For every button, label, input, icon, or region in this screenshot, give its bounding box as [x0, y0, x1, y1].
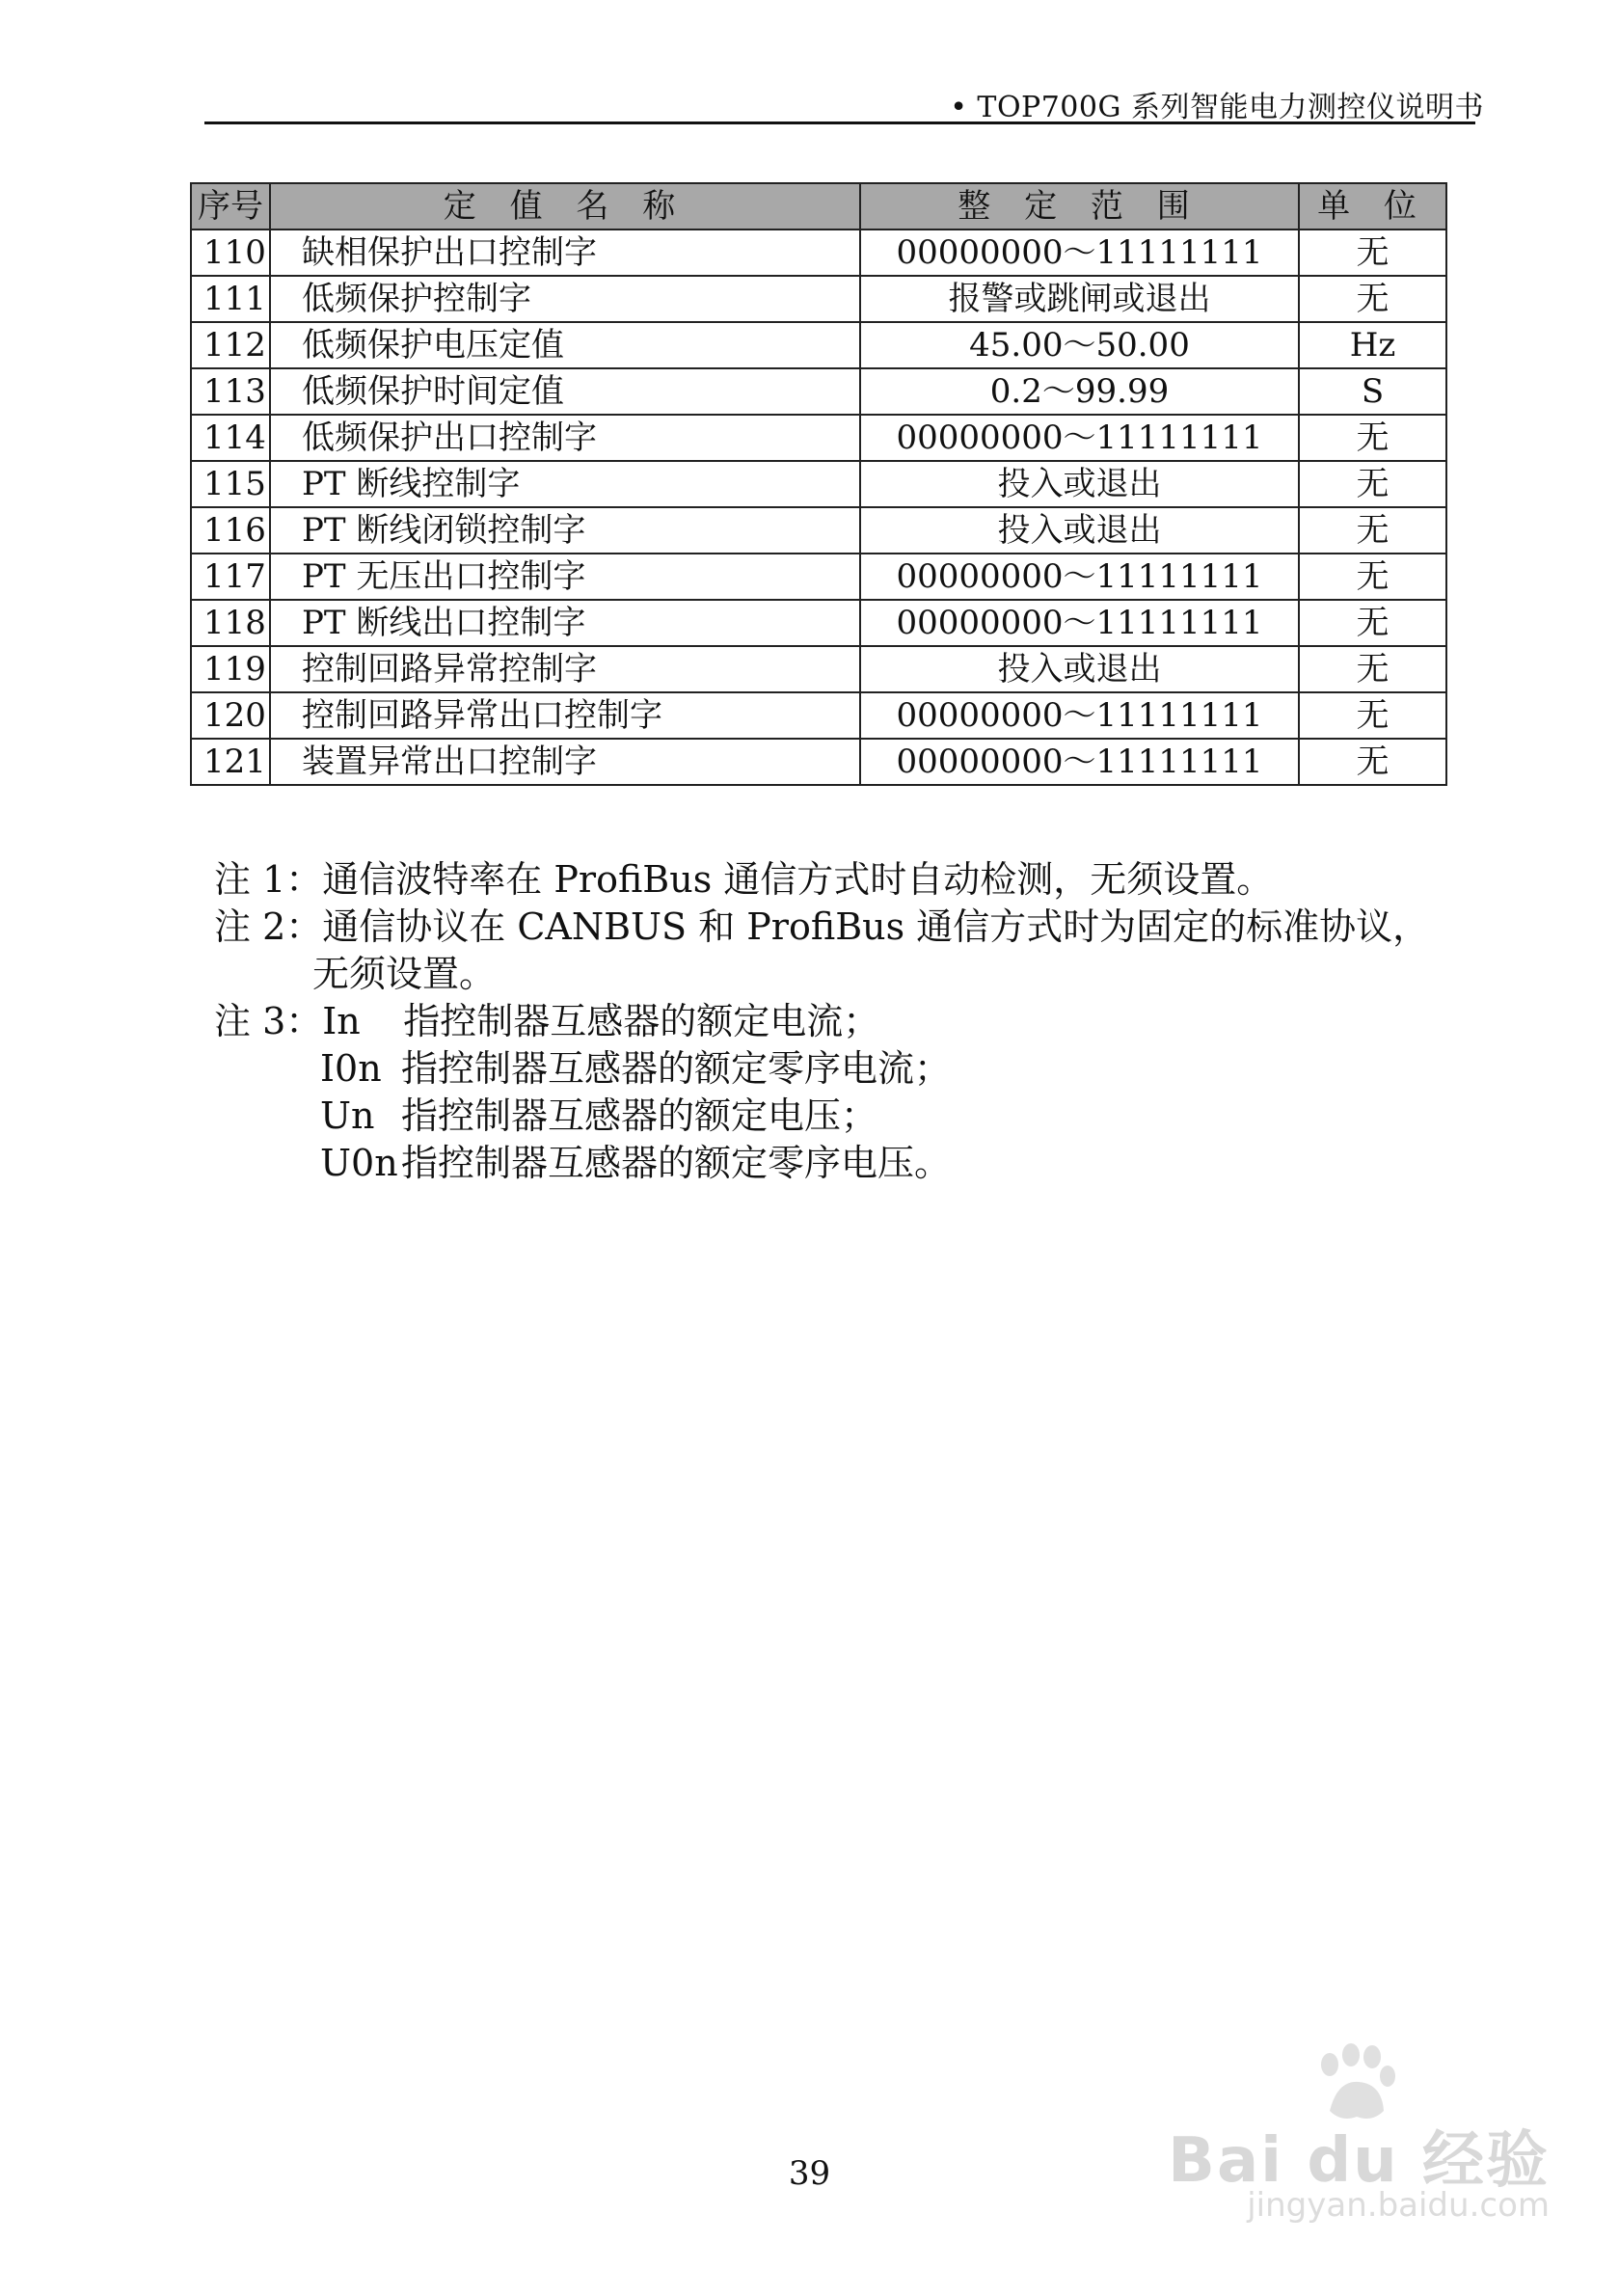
note-term-desc: 指控制器互感器的额定电压； — [401, 1094, 878, 1137]
cell-range: 45.00～50.00 — [860, 322, 1299, 368]
table-row — [191, 646, 1446, 692]
cell-name: 低频保护出口控制字 — [270, 415, 860, 461]
cell-no: 116 — [191, 507, 270, 554]
table-row — [191, 230, 1446, 276]
cell-range: 00000000～11111111 — [860, 554, 1299, 600]
cell-unit: 无 — [1299, 739, 1446, 785]
header-rule — [204, 122, 1475, 124]
cell-no: 118 — [191, 600, 270, 646]
cell-unit: 无 — [1299, 230, 1446, 276]
cell-unit: 无 — [1299, 646, 1446, 692]
cell-range: 投入或退出 — [860, 461, 1299, 507]
table-row — [191, 692, 1446, 739]
watermark-brand: Bai du 经验 — [1168, 2125, 1550, 2197]
table-row — [191, 600, 1446, 646]
cell-unit: 无 — [1299, 461, 1446, 507]
cell-name: PT 断线出口控制字 — [270, 600, 860, 646]
cell-no: 119 — [191, 646, 270, 692]
note-3-line-4 — [214, 1140, 1429, 1187]
cell-name: PT 断线闭锁控制字 — [270, 507, 860, 554]
cell-no: 115 — [191, 461, 270, 507]
notes-section — [214, 856, 1429, 1187]
table-row — [191, 739, 1446, 785]
cell-name: 控制回路异常控制字 — [270, 646, 860, 692]
cell-name: PT 断线控制字 — [270, 461, 860, 507]
table-row — [191, 276, 1446, 322]
note-3-line-2 — [214, 1045, 1429, 1093]
table-row — [191, 554, 1446, 600]
column-header-unit: 单 位 — [1299, 183, 1446, 230]
cell-no: 112 — [191, 322, 270, 368]
cell-unit: Hz — [1299, 322, 1446, 368]
cell-no: 113 — [191, 368, 270, 415]
cell-range: 00000000～11111111 — [860, 230, 1299, 276]
cell-unit: 无 — [1299, 692, 1446, 739]
document-header-title: • TOP700G 系列智能电力测控仪说明书 — [950, 91, 1484, 124]
note-1: 注 1：通信波特率在 ProfiBus 通信方式时自动检测，无须设置。 — [214, 858, 1274, 901]
column-header-range: 整 定 范 围 — [860, 183, 1299, 230]
cell-no: 121 — [191, 739, 270, 785]
cell-range: 00000000～11111111 — [860, 415, 1299, 461]
column-header-name: 定 值 名 称 — [270, 183, 860, 230]
cell-name: 缺相保护出口控制字 — [270, 230, 860, 276]
note-term: In — [322, 1000, 361, 1042]
table-row — [191, 322, 1446, 368]
table-header-row — [191, 183, 1446, 230]
baidu-jingyan-watermark — [1168, 2043, 1550, 2236]
settings-table — [190, 182, 1447, 786]
note-2-line-2: 无须设置。 — [312, 953, 497, 995]
cell-no: 110 — [191, 230, 270, 276]
cell-range: 投入或退出 — [860, 646, 1299, 692]
cell-range: 投入或退出 — [860, 507, 1299, 554]
note-term: Un — [320, 1094, 375, 1137]
table-row — [191, 368, 1446, 415]
note-3-line-3 — [214, 1093, 1429, 1140]
cell-unit: 无 — [1299, 554, 1446, 600]
cell-range: 00000000～11111111 — [860, 739, 1299, 785]
table-row — [191, 461, 1446, 507]
cell-name: 低频保护时间定值 — [270, 368, 860, 415]
cell-unit: 无 — [1299, 507, 1446, 554]
cell-unit: 无 — [1299, 276, 1446, 322]
cell-no: 120 — [191, 692, 270, 739]
table-row — [191, 415, 1446, 461]
page-number: 39 — [788, 2154, 831, 2193]
cell-name: 低频保护控制字 — [270, 276, 860, 322]
cell-unit: 无 — [1299, 600, 1446, 646]
note-3-line-1 — [214, 998, 1429, 1045]
cell-unit: S — [1299, 368, 1446, 415]
cell-name: 低频保护电压定值 — [270, 322, 860, 368]
table-row — [191, 507, 1446, 554]
cell-range: 0.2～99.99 — [860, 368, 1299, 415]
cell-range: 报警或跳闸或退出 — [860, 276, 1299, 322]
column-header-no: 序号 — [191, 183, 270, 230]
cell-no: 111 — [191, 276, 270, 322]
note-term: I0n — [320, 1047, 382, 1090]
cell-name: 控制回路异常出口控制字 — [270, 692, 860, 739]
cell-no: 117 — [191, 554, 270, 600]
note-2-line-1: 注 2：通信协议在 CANBUS 和 ProfiBus 通信方式时为固定的标准协议， — [214, 905, 1430, 948]
cell-name: 装置异常出口控制字 — [270, 739, 860, 785]
cell-name: PT 无压出口控制字 — [270, 554, 860, 600]
cell-no: 114 — [191, 415, 270, 461]
note-term-desc: 指控制器互感器的额定电流； — [403, 1000, 880, 1042]
note-term-desc: 指控制器互感器的额定零序电流； — [401, 1047, 952, 1090]
cell-unit: 无 — [1299, 415, 1446, 461]
watermark-url: jingyan.baidu.com — [1247, 2186, 1550, 2225]
cell-range: 00000000～11111111 — [860, 600, 1299, 646]
note-3-prefix: 注 3： — [214, 1000, 323, 1042]
note-term-desc: 指控制器互感器的额定零序电压。 — [401, 1142, 952, 1184]
note-term: U0n — [320, 1142, 398, 1184]
cell-range: 00000000～11111111 — [860, 692, 1299, 739]
